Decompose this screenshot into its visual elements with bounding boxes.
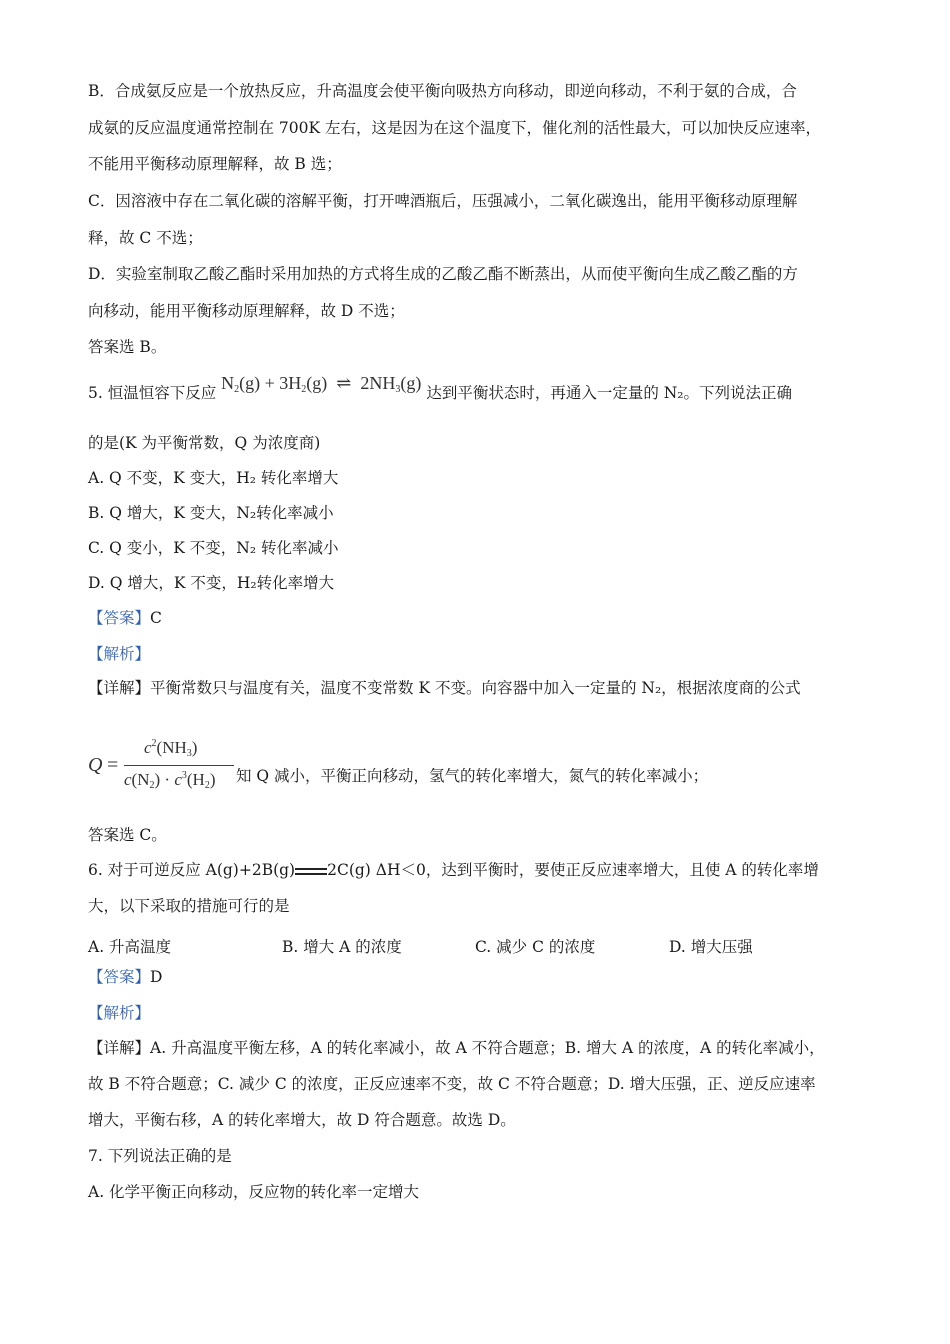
detail-line-2: 故 B 不符合题意；C. 减少 C 的浓度，正反应速率不变，故 C 不符合题意；D. 增大压强，正、逆反应速率 [88, 1075, 816, 1093]
text-line: D．实验室制取乙酸乙酯时采用加热的方式将生成的乙酸乙酯不断蒸出，从而使平衡向生成乙酸乙酯的方 [88, 265, 798, 283]
answer-value: C [150, 609, 162, 627]
analysis-tag: 【解析】 [88, 1004, 151, 1022]
text-line: 成氨的反应温度通常控制在 700K 左右，这是因为在这个温度下，催化剂的活性最大，可以加快反应速率， [88, 119, 822, 137]
analysis-tag: 【解析】 [88, 645, 151, 663]
concentration-quotient-formula: Q = $c^2(NH_3)$ $c(N_2) \cdot c^3(H_2)$ [88, 738, 236, 794]
detail-line [88, 681, 801, 697]
question-5-stem-end: 达到平衡状态时，再通入一定量的 N₂。下列说法正确 [426, 384, 793, 402]
answer-value: D [150, 968, 163, 986]
question-6-stem-start: 6. 对于可逆反应 A(g)+2B(g) [88, 861, 296, 879]
option-c: C. Q 变小，K 不变，N₂ 转化率减小 [88, 539, 339, 557]
text-line: C．因溶液中存在二氧化碳的溶解平衡，打开啤酒瓶后，压强减小，二氧化碳逸出，能用平衡移动原理解 [88, 192, 798, 210]
equilibrium-arrow-icon [295, 866, 327, 876]
option-d: D. Q 增大，K 不变，H₂转化率增大 [88, 574, 335, 592]
option-a: A. 升高温度 [88, 938, 172, 956]
option-c: C. 减少 C 的浓度 [475, 938, 596, 956]
detail-line-2: 知 Q 减小，平衡正向移动，氢气的转化率增大，氮气的转化率减小； [236, 767, 709, 785]
question-5-stem-start: 5. 恒温恒容下反应 [88, 384, 217, 402]
answer-line [88, 611, 162, 627]
text-line: B．合成氨反应是一个放热反应，升高温度会使平衡向吸热方向移动，即逆向移动，不利于氨的合成，合 [88, 82, 797, 100]
text-line: 释，故 C 不选； [88, 229, 203, 247]
option-a: A. 化学平衡正向移动，反应物的转化率一定增大 [88, 1183, 420, 1201]
question-5-stem [88, 373, 793, 404]
question-5-stem-line2: 的是(K 为平衡常数，Q 为浓度商) [88, 434, 321, 452]
option-a: A. Q 不变，K 变大，H₂ 转化率增大 [88, 469, 339, 487]
option-d: D. 增大压强 [669, 938, 753, 956]
question-6-stem-end: 2C(g) ΔH＜0，达到平衡时，要使正反应速率增大，且使 A 的转化率增 [327, 861, 819, 879]
answer-line: 答案选 B。 [88, 338, 167, 356]
reaction-equation: $N_2(g) + 3H_2(g)$ ⇌ $2NH_3(g)$ [221, 373, 422, 395]
option-b: B. Q 增大，K 变大，N₂转化率减小 [88, 504, 334, 522]
detail-line-3: 增大，平衡右移，A 的转化率增大，故 D 符合题意。故选 D。 [88, 1111, 516, 1129]
detail-tag: 【详解】 [88, 679, 151, 697]
question-6-stem [88, 863, 819, 879]
answer-tag: 【答案】 [88, 968, 151, 986]
detail-text: 平衡常数只与温度有关，温度不变常数 K 不变。向容器中加入一定量的 N₂，根据浓度商的公式 [150, 679, 801, 697]
question-7-stem: 7. 下列说法正确的是 [88, 1147, 232, 1165]
answer-tag: 【答案】 [88, 609, 151, 627]
answer-line [88, 970, 162, 986]
detail-line [88, 1041, 825, 1057]
text-line: 向移动，能用平衡移动原理解释，故 D 不选； [88, 302, 405, 320]
detail-text: A. 升高温度平衡左移，A 的转化率减小，故 A 不符合题意；B. 增大 A 的浓度，A 的转化率减小， [150, 1039, 825, 1057]
text-line: 不能用平衡移动原理解释，故 B 选； [88, 155, 342, 173]
question-6-stem-line2: 大，以下采取的措施可行的是 [88, 897, 290, 915]
detail-tag: 【详解】 [88, 1039, 151, 1057]
conclusion-line: 答案选 C。 [88, 826, 167, 844]
option-b: B. 增大 A 的浓度 [282, 938, 402, 956]
